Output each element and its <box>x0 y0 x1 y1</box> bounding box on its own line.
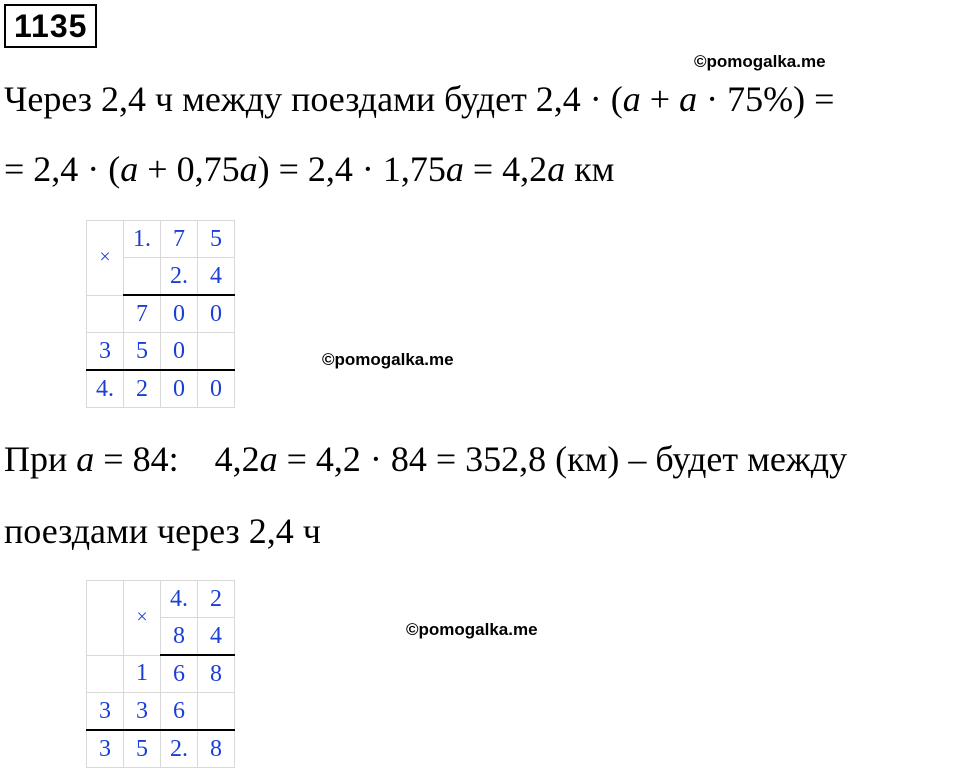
digit-cell: 0 <box>161 370 198 408</box>
digit-cell: 7 <box>124 295 161 333</box>
text-segment: = 4,2 <box>463 149 548 189</box>
text-segment: + <box>640 79 680 119</box>
solution-line-4 <box>4 510 321 552</box>
variable-a: a <box>679 79 698 119</box>
variable-a: a <box>239 149 258 189</box>
solution-line-1 <box>4 78 834 120</box>
text-segment: км <box>565 149 615 189</box>
table-row <box>87 655 235 693</box>
table-row <box>87 730 235 768</box>
digit-cell <box>198 693 235 731</box>
digit-cell <box>87 581 124 656</box>
multiplication-table-2 <box>86 580 235 768</box>
digit-cell: 3 <box>87 333 124 371</box>
solution-line-3 <box>4 438 847 480</box>
digit-cell: 8 <box>198 655 235 693</box>
digit-cell: 4 <box>198 618 235 656</box>
variable-a: a <box>547 149 566 189</box>
watermark-bottom: ©pomogalka.me <box>406 620 538 639</box>
digit-cell: 0 <box>198 370 235 408</box>
digit-cell: 0 <box>161 295 198 333</box>
digit-cell: 2. <box>161 730 198 768</box>
digit-cell: 7 <box>161 221 198 258</box>
table-row <box>87 581 235 618</box>
multiply-sign: × <box>124 581 161 656</box>
digit-cell: 5 <box>124 333 161 371</box>
multiply-sign: × <box>87 221 124 296</box>
digit-cell <box>87 295 124 333</box>
digit-cell <box>198 333 235 371</box>
text-segment: = 4,2 · 84 = 352,8 (км) – будет между <box>277 439 848 479</box>
variable-a: a <box>259 439 278 479</box>
digit-cell: 6 <box>161 693 198 731</box>
text-segment: · 75%) = <box>697 79 835 119</box>
digit-cell: 0 <box>198 295 235 333</box>
digit-cell: 0 <box>161 333 198 371</box>
digit-cell: 4 <box>198 258 235 296</box>
digit-cell: 5 <box>124 730 161 768</box>
variable-a: a <box>120 149 139 189</box>
digit-cell <box>87 655 124 693</box>
digit-cell: 3 <box>87 730 124 768</box>
text-segment: + 0,75 <box>138 149 240 189</box>
text-segment: Через 2,4 ч между поездами будет 2,4 · ( <box>4 79 623 119</box>
table-row <box>87 295 235 333</box>
digit-cell: 5 <box>198 221 235 258</box>
text-segment: = 84: 4,2 <box>94 439 260 479</box>
text-segment: поездами через 2,4 ч <box>4 511 321 551</box>
variable-a: a <box>445 149 464 189</box>
digit-cell: 3 <box>87 693 124 731</box>
digit-cell: 8 <box>198 730 235 768</box>
digit-cell: 4. <box>87 370 124 408</box>
digit-cell: 1 <box>124 655 161 693</box>
text-segment: При <box>4 439 77 479</box>
digit-cell: 2. <box>161 258 198 296</box>
watermark-middle: ©pomogalka.me <box>322 350 454 369</box>
variable-a: a <box>76 439 95 479</box>
digit-cell: 1. <box>124 221 161 258</box>
solution-line-2 <box>4 148 614 190</box>
digit-cell <box>124 258 161 296</box>
variable-a: a <box>622 79 641 119</box>
text-segment: ) = 2,4 · 1,75 <box>257 149 446 189</box>
digit-cell: 6 <box>161 655 198 693</box>
digit-cell: 3 <box>124 693 161 731</box>
digit-cell: 4. <box>161 581 198 618</box>
digit-cell: 8 <box>161 618 198 656</box>
table-row <box>87 693 235 731</box>
multiplication-table-1 <box>86 220 235 408</box>
text-segment: = 2,4 · ( <box>4 149 121 189</box>
table-row <box>87 370 235 408</box>
digit-cell: 2 <box>124 370 161 408</box>
watermark-top: ©pomogalka.me <box>694 52 826 71</box>
table-row <box>87 333 235 371</box>
digit-cell: 2 <box>198 581 235 618</box>
problem-number: 1135 <box>4 4 97 48</box>
table-row <box>87 221 235 258</box>
